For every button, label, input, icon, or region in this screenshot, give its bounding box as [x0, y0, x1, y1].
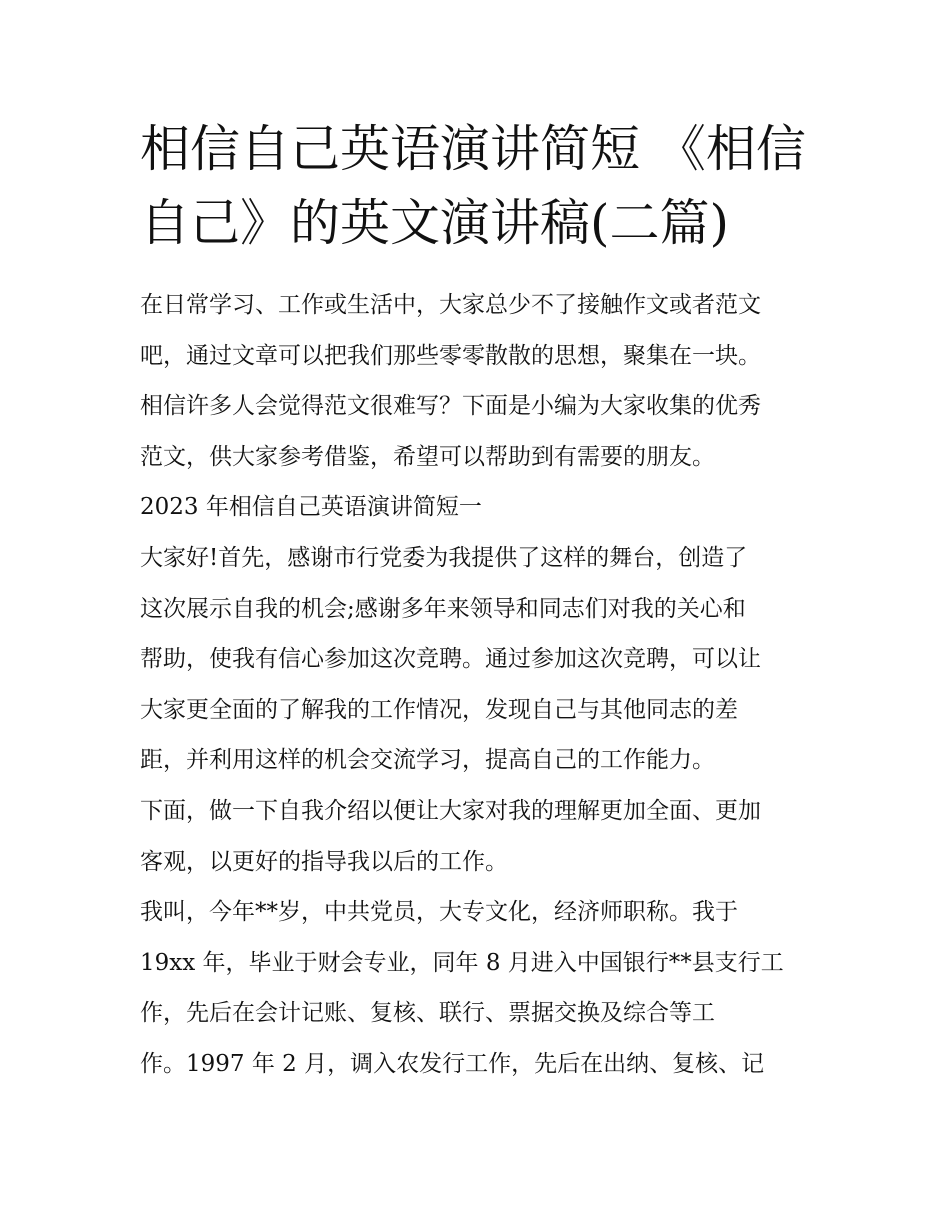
body-line-intro-3: 相信许多人会觉得范文很难写？下面是小编为大家收集的优秀	[140, 393, 761, 420]
document-title	[140, 112, 820, 260]
body-line-bio-1: 我叫，今年**岁，中共党员，大专文化，经济师职称。我于	[140, 899, 738, 926]
body-line-greeting-1: 大家好!首先，感谢市行党委为我提供了这样的舞台，创造了	[140, 544, 748, 571]
body-line-intro-2: 吧，通过文章可以把我们那些零零散散的思想，聚集在一块。	[140, 342, 761, 369]
body-line-bio-3: 作，先后在会计记账、复核、联行、票据交换及综合等工	[140, 1000, 715, 1027]
body-line-intro-4: 范文，供大家参考借鉴，希望可以帮助到有需要的朋友。	[140, 443, 715, 470]
body-line-bio-4: 作。1997 年 2 月，调入农发行工作，先后在出纳、复核、记	[140, 1050, 765, 1077]
title-line-1: 相信自己英语演讲简短 《相信	[140, 120, 806, 178]
body-line-intro-self-2: 客观，以更好的指导我以后的工作。	[140, 848, 508, 875]
body-line-intro-1: 在日常学习、工作或生活中，大家总少不了接触作文或者范文	[140, 292, 761, 318]
title-line-2: 自己》的英文演讲稿(二篇)	[140, 194, 730, 252]
body-line-greeting-5: 距，并利用这样的机会交流学习，提高自己的工作能力。	[140, 747, 715, 774]
body-line-greeting-3: 帮助，使我有信心参加这次竞聘。通过参加这次竞聘，可以让	[140, 646, 761, 673]
section-heading: 2023 年相信自己英语演讲简短一	[140, 494, 482, 521]
body-line-greeting-4: 大家更全面的了解我的工作情况，发现自己与其他同志的差	[140, 696, 738, 723]
body-line-greeting-2: 这次展示自我的机会;感谢多年来领导和同志们对我的关心和	[140, 595, 746, 622]
body-line-intro-self-1: 下面，做一下自我介绍以便让大家对我的理解更加全面、更加	[140, 797, 761, 824]
document-body	[140, 280, 820, 1090]
body-line-bio-2: 19xx 年，毕业于财会专业，同年 8 月进入中国银行**县支行工	[140, 949, 784, 976]
